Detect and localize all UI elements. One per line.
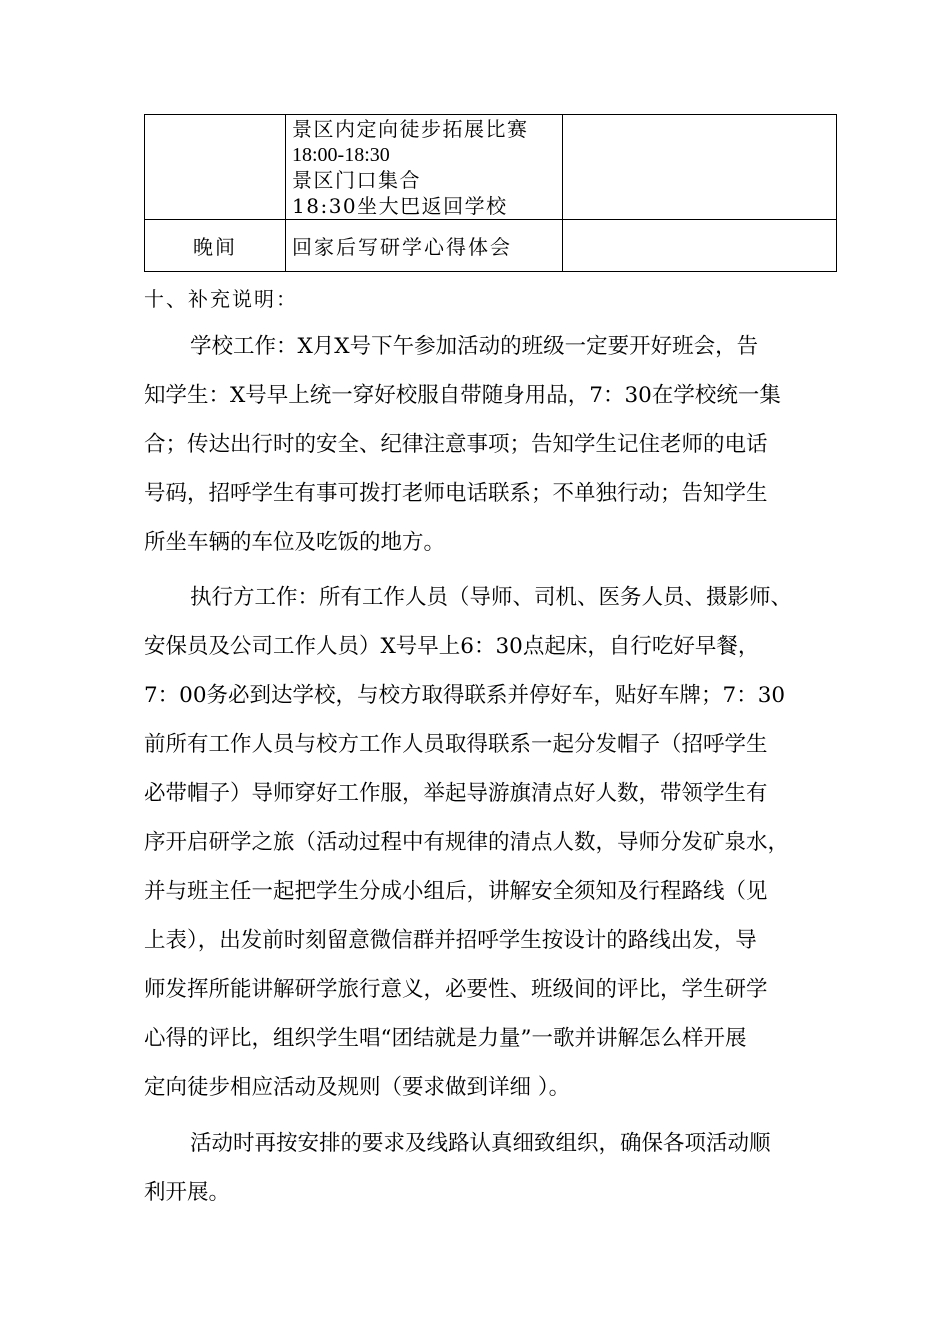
text-line: 上表），出发前时刻留意微信群并招呼学生按设计的路线出发，导 — [144, 928, 757, 953]
note-cell — [563, 220, 837, 272]
text-line: 并与班主任一起把学生分成小组后，讲解安全须知及行程路线（见 — [144, 879, 768, 904]
activity-line: 18:00-18:30 — [292, 143, 390, 166]
note-cell — [563, 115, 837, 220]
activity-cell: 回家后写研学心得体会 — [286, 220, 563, 272]
activity-line: 景区门口集合 — [292, 168, 421, 192]
text-line: 必带帽子）导师穿好工作服，举起导游旗清点好人数，带领学生有 — [144, 781, 768, 806]
activity-cell — [286, 115, 563, 220]
schedule-table — [144, 114, 837, 272]
text-line: 活动时再按安排的要求及线路认真细致组织，确保各项活动顺 — [190, 1131, 771, 1156]
paragraph-school — [144, 322, 844, 567]
table-row — [145, 115, 837, 220]
text-line: 合；传达出行时的安全、纪律注意事项；告知学生记住老师的电话 — [144, 432, 768, 457]
text-line: 安保员及公司工作人员）X号早上6：30点起床，自行吃好早餐， — [144, 634, 760, 659]
text-line: 所坐车辆的车位及吃饭的地方。 — [144, 530, 446, 555]
paragraph-activity — [144, 1119, 844, 1217]
text-line: 执行方工作：所有工作人员（导师、司机、医务人员、摄影师、 — [190, 585, 793, 610]
text-line: 定向徒步相应活动及规则（要求做到详细 ）。 — [144, 1075, 571, 1100]
text-line: 前所有工作人员与校方工作人员取得联系一起分发帽子（招呼学生 — [144, 732, 768, 757]
activity-line: 景区内定向徒步拓展比赛 — [292, 117, 529, 141]
text-line: 号码，招呼学生有事可拨打老师电话联系；不单独行动；告知学生 — [144, 481, 768, 506]
text-line: 师发挥所能讲解研学旅行意义，必要性、班级间的评比，学生研学 — [144, 977, 768, 1002]
time-cell: 晚间 — [145, 220, 286, 272]
text-line: 7：00务必到达学校，与校方取得联系并停好车，贴好车牌；7：30 — [144, 683, 786, 708]
time-cell — [145, 115, 286, 220]
text-line: 学校工作：X月X号下午参加活动的班级一定要开好班会，告 — [190, 334, 759, 359]
paragraph-executor — [144, 573, 844, 1112]
section-heading: 十、补充说明： — [144, 287, 298, 311]
text-line: 知学生：X号早上统一穿好校服自带随身用品，7：30在学校统一集 — [144, 383, 781, 408]
activity-line: 18:30坐大巴返回学校 — [292, 193, 508, 218]
text-line: 心得的评比，组织学生唱“团结就是力量”一歌并讲解怎么样开展 — [144, 1026, 747, 1051]
text-line: 序开启研学之旅（活动过程中有规律的清点人数，导师分发矿泉水， — [144, 830, 790, 855]
text-line: 利开展。 — [144, 1180, 231, 1205]
table-row — [145, 220, 837, 272]
